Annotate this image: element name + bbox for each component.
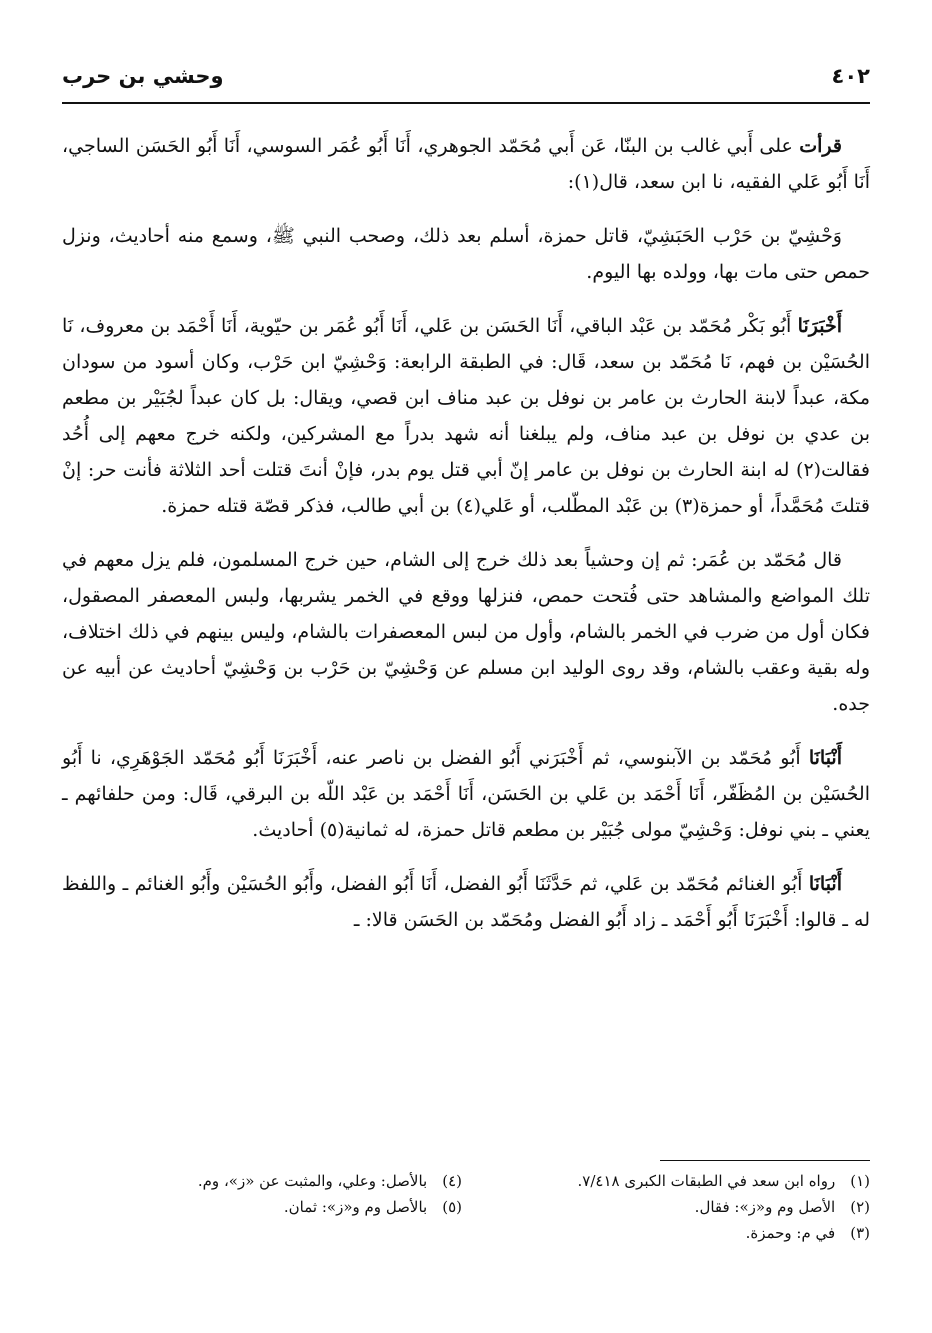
body-text: [62, 128, 870, 956]
page-header: [62, 58, 870, 102]
running-title: وحشي بن حرب: [62, 64, 224, 88]
footnote-text: الأصل وم و«ز»: فقال.: [694, 1198, 836, 1216]
paragraph-lead: أَنْبَانَا: [808, 873, 842, 895]
paragraph-text: أَبُو الغنائم مُحَمّد بن عَلي، ثم حَدَّثَنَا أَبُو الفضل، أَنَا أَبُو الفضل، وأَبُو الحُسَيْن وأَبُو الغنائم ـ واللفظ له ـ قالوا: أَخْبَرَنَا أَبُو أَحْمَد ـ زاد أَبُو الفضل ومُحَمّد بن الحَسَن قالا: ـ: [62, 873, 870, 931]
paragraph-text: أَبُو بَكْر مُحَمّد بن عَبْد الباقي، أَنَا الحَسَن بن عَلي، أَنَا أَبُو عُمَر بن حيّوية، أَنَا أَحْمَد بن معروف، نَا الحُسَيْن بن فهم، نَا مُحَمّد بن سعد، قَال: في الطبقة الرابعة: وَحْشِيّ ابن حَرْب، وكان أسود من سودان مكة، عبداً لابنة الحارث بن عامر بن نوفل بن عبد مناف ابن قصي، ويقال: بل كان عبداً لجُبَيْر بن مطعم بن عدي بن نوفل بن عبد مناف، ولم يبلغنا أنه شهد بدراً مع المشركين، ولكنه خرج معهم إلى أُحُد فقالت(٢) له ابنة الحارث بن نوفل بن عامر إنّ أبي قتل يوم بدر، فإنْ أنتَ قتلت أحد الثلاثة فأنت حر: إنْ قتلتَ مُحَمَّداً، أو حمزة(٣) بن عَبْد المطّلب، أو عَلي(٤) بن أبي طالب، فذكر قصّة قتله حمزة.: [62, 315, 870, 517]
footnote-mark: (٣): [850, 1224, 870, 1242]
footnote-text: بالأصل: وعلي، والمثبت عن «ز»، وم.: [197, 1172, 428, 1190]
paragraph-text: قال مُحَمّد بن عُمَر: ثم إن وحشياً بعد ذلك خرج إلى الشام، حين خرج المسلمون، فلم يزل معهم في تلك المواضع والمشاهد حتى فُتحت حمص، فنزلها ووقع في الخمر يشربها، ولبس المعصفر المصقول، فكان أول من ضرب في الخمر بالشام، وأول من لبس المعصفرات بالشام، وليس بينهم في ذلك اختلاف، وله بقية وعقب بالشام، وقد روى الوليد ابن مسلم عن وَحْشِيّ بن حَرْب بن وَحْشِيّ أحاديث عن أبيه عن جده.: [62, 549, 870, 715]
header-rule: [62, 102, 870, 104]
footnote-rule: [660, 1160, 870, 1161]
footnote-mark: (٤): [442, 1172, 462, 1190]
paragraph: [62, 740, 870, 848]
paragraph: [62, 128, 870, 200]
footnote-mark: (٥): [442, 1198, 462, 1216]
footnote-text: في م: وحمزة.: [745, 1224, 836, 1242]
paragraph-text: على أَبي غالب بن البنّا، عَن أَبي مُحَمّد الجوهري، أَنَا أَبُو عُمَر السوسي، أَنَا أَبُو الحَسَن الساجي، أَنَا أَبُو عَلي الفقيه، نا ابن سعد، قال(١):: [62, 135, 870, 193]
footnote: [470, 1194, 870, 1220]
footnotes-right-column: [470, 1168, 870, 1246]
paragraph-lead: قرأت: [799, 135, 842, 157]
paragraph: [62, 308, 870, 524]
paragraph-text: وَحْشِيّ بن حَرْب الحَبَشِيّ، قاتل حمزة، أسلم بعد ذلك، وصحب النبي ﷺ، وسمع منه أحاديث، ونزل حمص حتى مات بها، وولده بها اليوم.: [62, 225, 870, 283]
paragraph-lead: أَخْبَرَنَا: [797, 315, 842, 337]
footnote: [470, 1168, 870, 1194]
footnote-mark: (١): [850, 1172, 870, 1190]
footnote-text: رواه ابن سعد في الطبقات الكبرى ٧/٤١٨.: [577, 1172, 836, 1190]
paragraph-text: أَبُو مُحَمّد بن الآبنوسي، ثم أَخْبَرَني أَبُو الفضل بن ناصر عنه، أَخْبَرَنَا أَبُو مُحَمّد الجَوْهَرِي، نا أَبُو الحُسَيْن بن المُظَفّر، أَنَا أَحْمَد بن عَلي بن الحَسَن، أَنَا أَحْمَد بن عَبْد اللّه بن البرقي، قَال: ومن حلفائهم ـ يعني ـ بني نوفل: وَحْشِيّ مولى جُبَيْر بن مطعم قاتل حمزة، له ثمانية(٥) أحاديث.: [62, 747, 870, 841]
paragraph: [62, 542, 870, 722]
footnote: [62, 1194, 462, 1220]
paragraph: [62, 218, 870, 290]
footnote: [470, 1220, 870, 1246]
paragraph: [62, 866, 870, 938]
page-number: ٤٠٢: [831, 64, 870, 88]
footnotes-left-column: [62, 1168, 462, 1220]
paragraph-lead: أَنْبَانَا: [808, 747, 842, 769]
footnote-mark: (٢): [850, 1198, 870, 1216]
footnote-text: بالأصل وم و«ز»: ثمان.: [283, 1198, 428, 1216]
footnote: [62, 1168, 462, 1194]
